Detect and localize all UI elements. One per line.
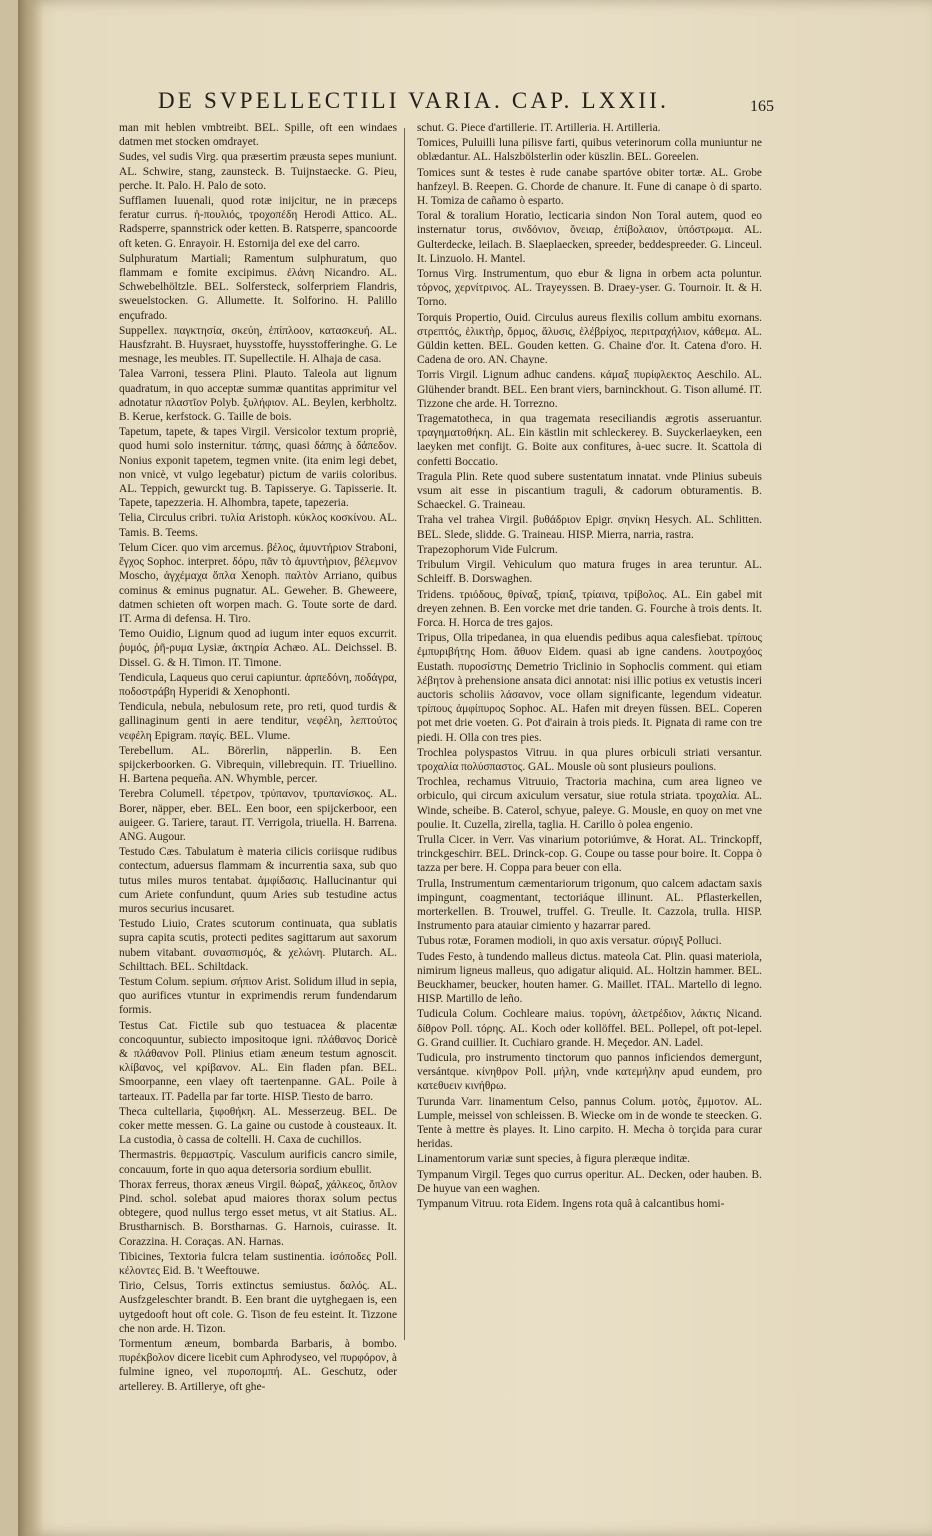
- dictionary-entry: Thermastris. θερμαστρίς. Vasculum aurificis cancro simile, concauum, forte in quo aqua detersoria sordium ebullit.: [119, 1149, 397, 1176]
- dictionary-entry: Terebra Columell. τέρετρον, τρύπανον, τρυπανίσκος. AL. Borer, näpper, eber. BEL. Een boor, een spijckerboor, een auigeer. G. Tariere, taraut. IT. Verrigola, triuella. H. Barrena. ANG. Augour.: [119, 788, 397, 843]
- dictionary-entry: schut. G. Piece d'artillerie. IT. Artilleria. H. Artilleria.: [417, 122, 661, 134]
- page-number: 165: [750, 98, 774, 115]
- dictionary-entry: Testudo Cæs. Tabulatum è materia cilicis coriisque rudibus contectum, aduersus flammam & incurrentia saxa, sub quo tutus miles muros tentabat. ἀμφίδασις. Hallucinantur qui cum Ariete confundunt, quum Aries sub testudine actus muros securius incusaret.: [119, 846, 397, 915]
- dictionary-entry: Tribulum Virgil. Vehiculum quo matura fruges in area teruntur. AL. Schleiff. B. Dorswaghen.: [417, 559, 762, 586]
- dictionary-entry: Linamentorum variæ sunt species, à figura pleræque inditæ.: [417, 1153, 690, 1166]
- dictionary-entry: Toral & toralium Horatio, lecticaria sindon Non Toral autem, quod eo insternatur torus, σινδόνιον, ὄνειαρ, ἐπίβολαιον, ὑπόστρωμα. AL. Gulterdecke, leilach. B. Slaeplaecken, spreeder, beddespreeder. G. Linceul. It. Linzuolo. H. Mantel.: [417, 210, 762, 265]
- dictionary-entry: Tendicula, Laqueus quo cerui capiuntur. ἀρπεδόνη, ποδάγρα, ποδοστράβη Hyperidi & Xenophonti.: [119, 671, 397, 698]
- running-title: DE SVPELLECTILI VARIA. CAP. LXXII.: [158, 88, 670, 113]
- dictionary-entry: Trulla, Instrumentum cæmentariorum trigonum, quo calcem adactam saxis impingunt, coagmentant, tectoriáque illinunt. AL. Pflasterkellen, morterkellen. B. Trouwel, truffel. G. Treulle. It. Cazzola, trulla. HISP. Instrumento para atauiar cimiento y hazarrar pared.: [417, 877, 762, 933]
- dictionary-entry: Talea Varroni, tessera Plini. Plauto. Taleola aut lignum quadratum, in quo acceptæ summæ quantitas apprimitur vel adnotatur πλαστῖον Polyb. ξυλήφιον. AL. Beylen, kerbholtz. B. Kerue, kerfstock. G. Taille de bois.: [119, 368, 397, 424]
- dictionary-entry: Telia, Circulus cribri. τυλία Aristoph. κύκλος κοσκίνου. AL. Tamis. B. Teems.: [119, 512, 397, 539]
- dictionary-entry: Testus Cat. Fictile sub quo testuacea & placentæ concoquuntur, subiecto impositoque igni. πλάθανος Doricè & πλάθανον Poll. Plinius etiam æneum testum agnoscit. κλίβανος, vel κρίβανον. AL. Ein fladen pfan. BEL. Smoorpanne, een vlaey oft taertenpanne. GAL. Poile à tarteaux. IT. Padella par far torte. HISP. Tiesto de barro.: [119, 1019, 397, 1103]
- dictionary-entry: Tomices, Puluilli luna pilisve farti, quibus veterinorum colla muniuntur ne oblædantur. AL. Halszbölsterlin oder küszlin. BEL. Goreelen.: [417, 137, 762, 164]
- dictionary-entry: Tympanum Virgil. Teges quo currus operitur. AL. Decken, oder hauben. B. De huyue van een waghen.: [417, 1168, 762, 1195]
- dictionary-entry: Tudes Festo, à tundendo malleus dictus. mateola Cat. Plin. quasi materiola, nimirum ligneus malleus, quo adigatur aliquid. AL. Holtzin hammer. BEL. Beuckhamer, beucker, houten hamer. G. Maillet. ITAL. Martello di legno. HISP. Martillo de leño.: [417, 950, 762, 1006]
- dictionary-entry: Temo Ouidio, Lignum quod ad iugum inter equos excurrit. ῥυμός, ῥῆ-ρυμα Lysiæ, ἀκτηρία Achæo. AL. Deichssel. B. Dissel. G. & H. Timon. IT. Timone.: [119, 628, 397, 669]
- dictionary-entry: Trochlea polyspastos Vitruu. in qua plures orbiculi striati versantur. τροχαλία πολύσπαστος. GAL. Mousle où sont plusieurs poulions.: [417, 746, 762, 773]
- dictionary-entry: Suppellex. παγκτησία, σκεύη, ἐπίπλοον, κατασκευή. AL. Hausfzraht. B. Huysraet, huysstoffe, huysstofferinghe. G. Le mesnage, les meubles. IT. Supellectile. H. Alhaja de casa.: [119, 324, 397, 366]
- dictionary-entry: Tomices sunt & testes è rude canabe spartóve obiter tortæ. AL. Grobe hanfzeyl. B. Reepen. G. Chorde de chanure. It. Fune di canape ò di sparto. H. Tomiza de cañamo ò esparto.: [417, 166, 762, 208]
- right-column: [417, 121, 762, 1339]
- dictionary-entry: Testum Colum. sepium. σήπιον Arist. Solidum illud in sepia, quo aurifices vtuntur in exprimendis rerum fundendarum formis.: [119, 975, 397, 1017]
- dictionary-entry: Tudicula, pro instrumento tinctorum quo pannos inficiendos demergunt, versántque. κίνηθρον Poll. μήλη, vnde κατεμήλην apud eundem, pro κατεθυειν κινήθρω.: [417, 1052, 762, 1093]
- dictionary-entry: Trochlea, rechamus Vitruuio, Tractoria machina, cum area ligneo ve orbiculo, qui circum axiculum versatur, siue rotula striata. τροχαλία. AL. Winde, scheibe. B. Caterol, schyue, paleye. G. Mousle, en quoy on met vne poulie. It. Cuzella, zirella, taglia. H. Carillo ò polea engenio.: [417, 776, 762, 831]
- dictionary-entry: Thorax ferreus, thorax æneus Virgil. θώραξ, χάλκεος, ὅπλον Pind. schol. solebat apud maiores thorax solum pectus obtegere, quod nullus tergo esset metus, vt ait Statius. AL. Brustharnisch. B. Borstharnas. G. Harnois, cuirasse. It. Corazzina. H. Coraças. AN. Harnas.: [119, 1178, 397, 1248]
- dictionary-entry: Tragematotheca, in qua tragemata reseciliandis ægrotis asseruantur. τραγηματοθήκη. AL. Ein kästlin mit schleckerey. B. Suyckerlaeyken, een laeyken met confijt. G. Boite aux confitures, à-uec sucre. It. Scattola di confetti Boccatio.: [417, 413, 762, 468]
- dictionary-entry: Tirio, Celsus, Torris extinctus semiustus. δαλός. AL. Ausfzgeleschter brandt. B. Een brant die uytghegaen is, een uytgedooft hout oft cole. G. Tison de feu esteint. It. Tizzone che non arde. H. Tizon.: [119, 1280, 397, 1335]
- dictionary-entry: Telum Cicer. quo vim arcemus. βέλος, ἀμυντήριον Straboni, ἔγχος Sophoc. interpret. δόρυ, πᾶν τὸ ἀμυντήριον, βέλεμνον Moscho, ἀγχέμαχα ὅπλα Xenoph. παλτὸν Arriano, quibus cominus & eminus pugnatur. AL. Geweher. B. Gheweere, datmen schieten oft worpen mach. G. Toute sorte de dard. IT. Arma di defensa. H. Tiro.: [119, 541, 397, 625]
- dictionary-entry: Torquis Propertio, Ouid. Circulus aureus flexilis collum ambitu exornans. στρεπτός, ἑλικτὴρ, ὅρμος, ἅλυσις, ἑλέβρίχος, περιτραχήλιον, κάθεμα. AL. Güldin ketten. BEL. Gouden ketten. G. Chaine d'or. It. Catena d'oro. H. Cadena de oro. AN. Chayne.: [417, 311, 762, 367]
- dictionary-entry: Tendicula, nebula, nebulosum rete, pro reti, quod turdis & gallinaginum genti in aere tenditur, νεφέλη, λεπτούτος νεφέλη Epigram. παγίς. BEL. Vlume.: [119, 701, 397, 742]
- dictionary-entry: Theca cultellaria, ξιφοθήκη. AL. Messerzeug. BEL. De coker mette messen. G. La gaine ou custode à cousteaux. It. La custodia, ò cassa de coltelli. H. Caxa de cuchillos.: [119, 1105, 397, 1147]
- dictionary-entry: Sulphuratum Martiali; Ramentum sulphuratum, quo flammam e fomite excipimus. ἐλάνη Nicandro. AL. Schwebelhöltzle. BEL. Solfersteck, solferpriem Flandris, sweuelstocken. G. Allumette. It. Solforino. H. Palillo ençufrado.: [119, 252, 397, 322]
- dictionary-entry: Torris Virgil. Lignum adhuc candens. κάμαξ πυρίφλεκτος Aeschilo. AL. Glühender brandt. BEL. Een brant viers, barninckhout. G. Tison allumé. IT. Tizzone che arde. H. Torrezno.: [417, 369, 762, 410]
- dictionary-entry: Sufflamen Iuuenali, quod rotæ inijcitur, ne in præceps feratur currus. ἡ-πουλιός, τροχοπέδη Herodi Attico. AL. Radsperre, spannstrick oder ketten. B. Ratsperre, spancoorde oft keten. G. Enrayoir. H. Estornija del exe del carro.: [119, 195, 397, 250]
- left-column: [119, 121, 397, 1393]
- dictionary-entry: Tubus rotæ, Foramen modioli, in quo axis versatur. σύριγξ Polluci.: [417, 935, 722, 948]
- dictionary-entry: Testudo Liuio, Crates scutorum continuata, qua sublatis supra capita scutis, protecti pedites sagittarum aut saxorum nubem vitabant. συνασπισμός, & χελώνη. Plutarch. AL. Schilttach. BEL. Schiltdack.: [119, 918, 397, 973]
- page-gutter: [18, 0, 44, 1536]
- dictionary-entry: Tudicula Colum. Cochleare maius. τορύνη, ἀλετρέδιον, λάκτις Nicand. δίθρον Poll. τόρης. AL. Koch oder kollöffel. BEL. Pollepel, oft pot-lepel. G. Grand cuillier. It. Cuchiaro grande. H. Meçedor. AN. Ladel.: [417, 1008, 762, 1049]
- dictionary-entry: Tapetum, tapete, & tapes Virgil. Versicolor textum propriè, quod humi solo insternitur. τάπης, quasi δάπης à δάπεδον. Nonius exponit tapetem, tegmen vnite. (ita enim legi debet, non vnicè, vt vulgo legebatur) pictum de variis coloribus. AL. Teppich, gewurckt tug. B. Tapisserye. G. Tapisserie. It. Tapete, tapezzeria. H. Alhombra, tapete, tapezeria.: [119, 426, 397, 510]
- dictionary-entry: Tridens. τριόδους, θρίναξ, τρίαιξ, τρίαινα, τρίβολος. AL. Ein gabel mit dreyen zehnen. B. Een vorcke met drie tanden. G. Fourche à trois dents. It. Forca. H. Horca de tres gajos.: [417, 588, 762, 629]
- column-rule: [404, 128, 405, 1340]
- dictionary-entry: Tragula Plin. Rete quod subere sustentatum innatat. vnde Plinius subeuis vsum ait esse in piscantium traguli, & cadorum obturamentis. B. Schaeckel. G. Traineau.: [417, 470, 762, 512]
- dictionary-entry: Trulla Cicer. in Verr. Vas vinarium potoriúmve, & Horat. AL. Trinckopff, trinckgeschirr. BEL. Drinck-cop. G. Coupe ou tasse pour boire. It. Coppa ò tazza per bere. H. Coppa para beuer con ella.: [417, 833, 762, 875]
- dictionary-entry: Tripus, Olla tripedanea, in qua eluendis pedibus aqua calesfiebat. τρίπους ἐμπυριβήτης Hom. ἄθυον Eidem. quasi ab igne candens. λουτροχόος Eustath. πυροσίστης Demetrio Triclinio in Sophoclis comment. qui etiam λέβητον à prehensione ansata dici annotat: nisi illic potius ex vetustis inceri auctoris scholiis λάσανον, voce ollam significante, legendum videatur. τρίπους ἀμφίπυρος Sophoc. AL. Hafen mit dreyen füssen. BEL. Coperen pot met drie voeten. G. Pot d'airain à trois pieds. It. Pignata di rame con tre piedi. H. Olla con tres pies.: [417, 632, 762, 744]
- dictionary-entry: Traha vel trahea Virgil. βυθάδριον Epigr. σηνίκη Hesych. AL. Schlitten. BEL. Slede, slidde. G. Traineau. HISP. Mierra, narria, rastra.: [417, 514, 762, 541]
- dictionary-entry: Sudes, vel sudis Virg. qua præsertim præusta sepes muniunt. AL. Schwire, stang, zaunsteck. B. Tuijnstaecke. G. Pieu, perche. It. Palo. H. Palo de soto.: [119, 151, 397, 192]
- dictionary-entry: Turunda Varr. linamentum Celso, pannus Colum. μοτὸς, ἔμμοτον. AL. Lumple, meissel von schleissen. B. Wiecke om in de wonde te steecken. G. Tente à mettre ès playes. It. Lino carpito. H. Mecha ò torçida para curar heridas.: [417, 1095, 762, 1151]
- dictionary-entry: Trapezophorum Vide Fulcrum.: [417, 543, 558, 556]
- dictionary-entry: man mit heblen vmbtreibt. BEL. Spille, oft een windaes datmen met stocken omdrayet.: [119, 122, 397, 149]
- dictionary-entry: Tibicines, Textoria fulcra telam sustinentia. ἰσόποδες Poll. κέλοντες Eid. B. 't Weeftouwe.: [119, 1250, 397, 1278]
- dictionary-entry: Tormentum æneum, bombarda Barbaris, à bombo. πυρέκβολον dicere licebit cum Aphrodyseo, vel πυρφόρον, à fulmine igneo, vel πυροπομπή. AL. Geschutz, oder artellerey. B. Artillerye, oft ghe-: [119, 1338, 397, 1393]
- dictionary-entry: Tympanum Vitruu. rota Eidem. Ingens rota quâ à calcantibus homi-: [417, 1198, 725, 1211]
- dictionary-entry: Terebellum. AL. Börerlin, näpperlin. B. Een spijckerboorken. G. Vibrequin, villebrequin. IT. Triuellino. H. Bartena pequeña. AN. Whymble, percer.: [119, 744, 397, 786]
- dictionary-entry: Tornus Virg. Instrumentum, quo ebur & ligna in orbem acta poluntur. τόρνος, χερνίτρινος. AL. Trayeyssen. B. Draey-yser. G. Tournoir. It. & H. Torno.: [417, 268, 762, 309]
